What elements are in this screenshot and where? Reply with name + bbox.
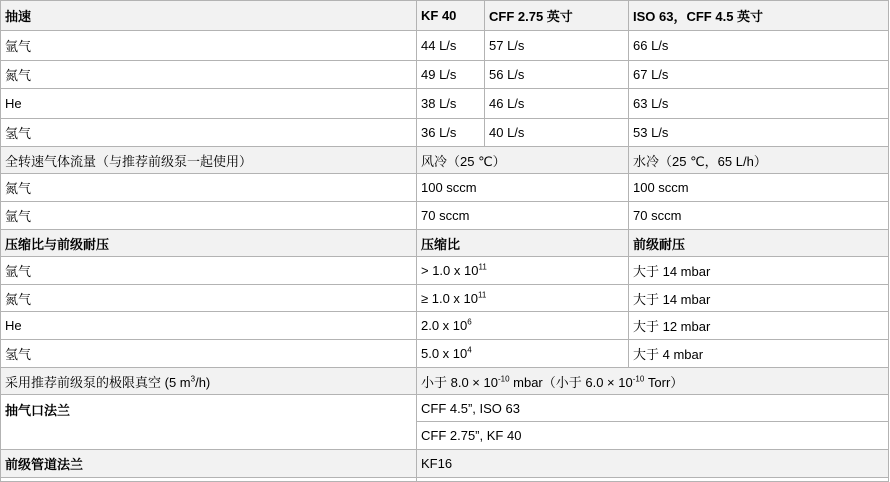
compression-exponent: 4 xyxy=(467,345,472,355)
ultimate-vacuum-row xyxy=(1,368,889,395)
inlet-flange-value: CFF 2.75”, KF 40 xyxy=(417,422,889,450)
compression-value xyxy=(417,340,629,368)
ultimate-vacuum-unit-exp: 3 xyxy=(190,374,196,384)
inlet-flange-row xyxy=(1,395,889,422)
table-row xyxy=(1,61,889,89)
speed-value: 36 L/s xyxy=(417,119,485,147)
water-cooled-column-header: 水冷（25 ℃，65 L/h） xyxy=(629,147,889,174)
compression-header-row xyxy=(1,230,889,257)
flow-value: 100 sccm xyxy=(417,174,629,202)
speed-value: 53 L/s xyxy=(629,119,889,147)
ultimate-vacuum-value-pre: 小于 8.0 × 10 xyxy=(421,374,498,390)
table-row xyxy=(1,340,889,368)
table-row xyxy=(1,312,889,340)
compression-base: > 1.0 x 10 xyxy=(421,263,479,278)
inlet-flange-value: CFF 4.5”, ISO 63 xyxy=(417,395,889,422)
ultimate-vacuum-exp1: -10 xyxy=(497,374,510,384)
compression-exponent: 6 xyxy=(467,317,472,327)
backing-value: 大于 12 mbar xyxy=(629,312,889,340)
table-row xyxy=(1,478,889,482)
speed-value: 40 L/s xyxy=(485,119,629,147)
gas-label: 氮气 xyxy=(1,61,417,89)
compression-exponent: 11 xyxy=(478,262,487,272)
table-row xyxy=(1,285,889,312)
compression-ratio-column-header: 压缩比 xyxy=(417,230,629,257)
foreline-flange-row xyxy=(1,450,889,478)
compression-title: 压缩比与前级耐压 xyxy=(1,230,417,257)
iso63-column-header: ISO 63，CFF 4.5 英寸 xyxy=(629,1,889,31)
table-cell xyxy=(417,478,889,482)
ultimate-vacuum-unit-pre: (5 m xyxy=(161,374,191,390)
speed-value: 57 L/s xyxy=(485,31,629,61)
compression-value xyxy=(417,257,629,285)
backing-value: 大于 4 mbar xyxy=(629,340,889,368)
flow-value: 70 sccm xyxy=(629,202,889,230)
compression-value xyxy=(417,285,629,312)
gas-label: 氢气 xyxy=(1,340,417,368)
gas-label: 氮气 xyxy=(1,174,417,202)
air-cooled-column-header: 风冷（25 ℃） xyxy=(417,147,629,174)
foreline-flange-label: 前级管道法兰 xyxy=(1,450,417,478)
backing-pressure-column-header: 前级耐压 xyxy=(629,230,889,257)
speed-value: 56 L/s xyxy=(485,61,629,89)
gas-label: He xyxy=(1,89,417,119)
gas-flow-title xyxy=(1,147,417,174)
speed-value: 67 L/s xyxy=(629,61,889,89)
gas-label: 氩气 xyxy=(1,257,417,285)
compression-base: 5.0 x 10 xyxy=(421,346,468,361)
pumping-speed-header-row xyxy=(1,1,889,31)
ultimate-vacuum-value-mid: mbar（小于 6.0 × 10 xyxy=(509,374,633,390)
kf40-column-header: KF 40 xyxy=(417,1,485,31)
speed-value: 66 L/s xyxy=(629,31,889,61)
gas-flow-title-bold: 全转速气体流量 xyxy=(5,153,97,169)
table-row xyxy=(1,257,889,285)
ultimate-vacuum-label xyxy=(1,368,417,395)
backing-value: 大于 14 mbar xyxy=(629,257,889,285)
speed-value: 38 L/s xyxy=(417,89,485,119)
gas-label: 氩气 xyxy=(1,31,417,61)
flow-value: 70 sccm xyxy=(417,202,629,230)
gas-flow-header-row xyxy=(1,147,889,174)
ultimate-vacuum-exp2: -10 xyxy=(632,374,645,384)
pumping-speed-title: 抽速 xyxy=(1,1,417,31)
compression-base: 2.0 x 10 xyxy=(421,318,468,333)
gas-label: He xyxy=(1,312,417,340)
table-row xyxy=(1,174,889,202)
compression-exponent: 11 xyxy=(478,290,487,300)
table-row xyxy=(1,89,889,119)
table-row xyxy=(1,31,889,61)
speed-value: 63 L/s xyxy=(629,89,889,119)
ultimate-vacuum-value xyxy=(417,368,889,395)
foreline-flange-value: KF16 xyxy=(417,450,889,478)
backing-value: 大于 14 mbar xyxy=(629,285,889,312)
table-row xyxy=(1,119,889,147)
table-row xyxy=(1,202,889,230)
compression-base: ≥ 1.0 x 10 xyxy=(421,290,479,306)
gas-label: 氩气 xyxy=(1,202,417,230)
ultimate-vacuum-value-post: Torr） xyxy=(644,374,684,390)
flow-value: 100 sccm xyxy=(629,174,889,202)
speed-value: 44 L/s xyxy=(417,31,485,61)
ultimate-vacuum-label-bold: 采用推荐前级泵的极限真空 xyxy=(5,374,162,390)
table-cell xyxy=(1,478,417,482)
compression-value xyxy=(417,312,629,340)
speed-value: 49 L/s xyxy=(417,61,485,89)
gas-label: 氮气 xyxy=(1,285,417,312)
cff275-column-header: CFF 2.75 英寸 xyxy=(485,1,629,31)
inlet-flange-label: 抽气口法兰 xyxy=(1,395,417,450)
gas-label: 氢气 xyxy=(1,119,417,147)
ultimate-vacuum-unit-post: /h) xyxy=(195,374,211,390)
speed-value: 46 L/s xyxy=(485,89,629,119)
gas-flow-title-note: （与推荐前级泵一起使用） xyxy=(96,153,253,169)
